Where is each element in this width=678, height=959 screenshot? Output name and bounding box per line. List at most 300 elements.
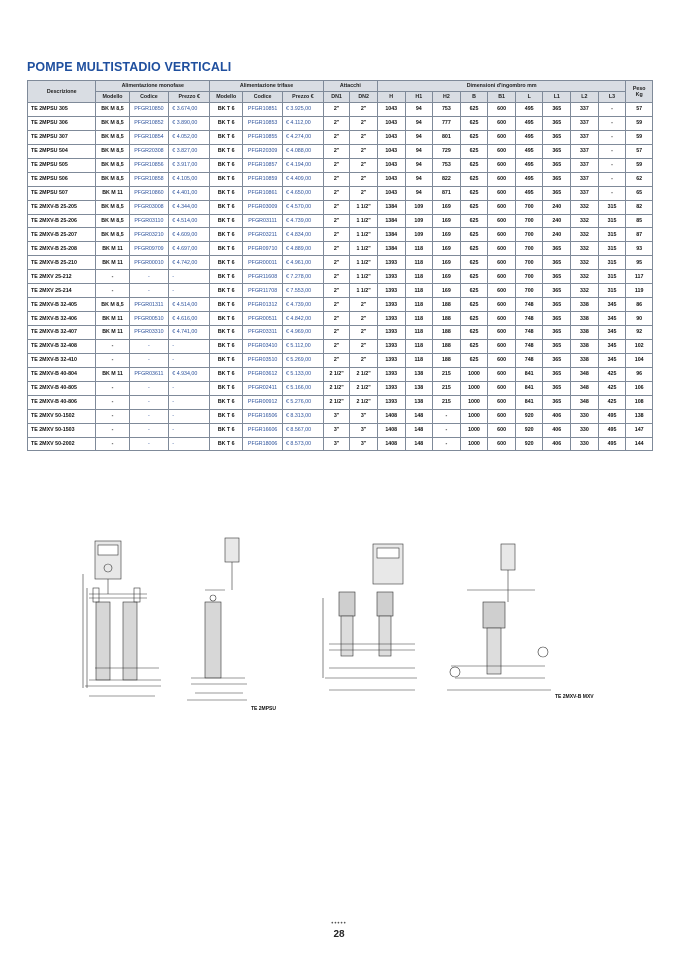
table-cell: PFGR10860 <box>129 186 169 200</box>
table-cell: 2" <box>350 172 378 186</box>
table-cell: 2" <box>350 326 378 340</box>
table-cell: 871 <box>433 186 461 200</box>
table-cell: 822 <box>433 172 461 186</box>
table-cell: 600 <box>488 395 516 409</box>
table-cell: 625 <box>460 326 488 340</box>
table-cell: 330 <box>571 437 599 451</box>
table-cell: - <box>129 339 169 353</box>
table-cell: 600 <box>488 144 516 158</box>
table-cell: PFGR11608 <box>243 270 283 284</box>
table-cell: 841 <box>515 395 543 409</box>
drawing-2mpsu-side <box>187 538 247 700</box>
table-cell: PFGR03211 <box>243 228 283 242</box>
table-cell: 169 <box>433 200 461 214</box>
table-cell: PFGR16606 <box>243 423 283 437</box>
table-cell: BK M 8,5 <box>96 298 129 312</box>
table-cell: PFGR10857 <box>243 158 283 172</box>
table-cell: TE 2MXV-B 25-207 <box>28 228 96 242</box>
header-attacchi: Attacchi <box>323 81 377 92</box>
table-cell: 2" <box>323 186 349 200</box>
table-row <box>28 186 653 200</box>
table-cell: € 4.834,00 <box>283 228 324 242</box>
table-cell: 495 <box>515 103 543 117</box>
header-prezzo-tri: Prezzo € <box>283 92 324 103</box>
table-cell: 2" <box>323 242 349 256</box>
table-cell: - <box>129 284 169 298</box>
table-cell: 215 <box>433 395 461 409</box>
header-codice-tri: Codice <box>243 92 283 103</box>
table-cell: € 4.742,00 <box>169 256 210 270</box>
page-dots: ••••• <box>331 921 347 927</box>
table-cell: BK T 6 <box>210 298 243 312</box>
table-cell: 1043 <box>377 130 405 144</box>
table-cell: 59 <box>626 158 653 172</box>
header-l3: L3 <box>598 92 626 103</box>
table-cell: 625 <box>460 172 488 186</box>
table-cell: BK T 6 <box>210 186 243 200</box>
table-cell: 2" <box>323 228 349 242</box>
table-cell: TE 2MXV-B 25-210 <box>28 256 96 270</box>
table-cell: 1043 <box>377 103 405 117</box>
table-cell: 406 <box>543 409 571 423</box>
table-cell: 94 <box>405 130 433 144</box>
table-cell: 188 <box>433 353 461 367</box>
table-cell: TE 2MXV-B 40-806 <box>28 395 96 409</box>
table-cell: 337 <box>571 103 599 117</box>
table-cell: 841 <box>515 381 543 395</box>
table-cell: 920 <box>515 423 543 437</box>
table-cell: 365 <box>543 242 571 256</box>
table-row <box>28 103 653 117</box>
table-cell: BK T 6 <box>210 381 243 395</box>
table-cell: PFGR03612 <box>243 367 283 381</box>
table-cell: € 4.739,00 <box>283 214 324 228</box>
table-cell: 315 <box>598 270 626 284</box>
table-cell: 57 <box>626 144 653 158</box>
table-cell: 365 <box>543 270 571 284</box>
table-cell: 59 <box>626 130 653 144</box>
table-cell: PFGR00912 <box>243 395 283 409</box>
header-modello-mono: Modello <box>96 92 129 103</box>
table-cell: BK T 6 <box>210 256 243 270</box>
table-cell: 425 <box>598 395 626 409</box>
table-cell: 118 <box>405 326 433 340</box>
table-cell: 365 <box>543 353 571 367</box>
table-cell: € 3.674,00 <box>169 103 210 117</box>
table-cell: 1393 <box>377 367 405 381</box>
table-cell: 94 <box>405 158 433 172</box>
table-cell: 600 <box>488 116 516 130</box>
table-cell: 2" <box>323 214 349 228</box>
table-cell: PFGR03111 <box>243 214 283 228</box>
table-cell: PFGR09710 <box>243 242 283 256</box>
table-cell: 148 <box>405 423 433 437</box>
table-cell: 1000 <box>460 367 488 381</box>
table-cell: 700 <box>515 214 543 228</box>
table-cell: 337 <box>571 144 599 158</box>
table-cell: 169 <box>433 256 461 270</box>
table-row <box>28 158 653 172</box>
table-cell: 365 <box>543 326 571 340</box>
table-cell: € 3.890,00 <box>169 116 210 130</box>
table-cell: € 3.827,00 <box>169 144 210 158</box>
header-peso <box>626 81 653 103</box>
table-cell: 2" <box>323 284 349 298</box>
table-cell: 600 <box>488 172 516 186</box>
table-cell: 365 <box>543 116 571 130</box>
price-table <box>27 80 653 451</box>
table-cell: € 4.194,00 <box>283 158 324 172</box>
table-cell: 600 <box>488 284 516 298</box>
table-cell: 1000 <box>460 423 488 437</box>
header-b1: B1 <box>488 92 516 103</box>
table-cell: 332 <box>571 214 599 228</box>
table-cell: 118 <box>405 353 433 367</box>
table-cell: TE 2MXV 50-1502 <box>28 409 96 423</box>
table-cell: 365 <box>543 312 571 326</box>
table-cell: BK T 6 <box>210 395 243 409</box>
table-cell: 3" <box>350 437 378 451</box>
table-cell: 118 <box>405 298 433 312</box>
table-row <box>28 214 653 228</box>
table-cell: 215 <box>433 367 461 381</box>
table-cell: 94 <box>405 172 433 186</box>
table-cell: 600 <box>488 103 516 117</box>
table-cell: 118 <box>405 242 433 256</box>
table-cell: BK M 11 <box>96 367 129 381</box>
table-cell: - <box>96 270 129 284</box>
header-modello-tri: Modello <box>210 92 243 103</box>
table-cell: 117 <box>626 270 653 284</box>
table-cell: TE 2MPSU 305 <box>28 103 96 117</box>
table-cell: 365 <box>543 339 571 353</box>
table-cell: 2 1/2" <box>323 367 349 381</box>
table-cell: 1 1/2" <box>350 256 378 270</box>
table-cell: 109 <box>405 214 433 228</box>
table-row <box>28 423 653 437</box>
table-cell: 315 <box>598 214 626 228</box>
table-cell: 406 <box>543 423 571 437</box>
table-cell: 87 <box>626 228 653 242</box>
table-cell: BK M 11 <box>96 312 129 326</box>
table-cell: 2 1/2" <box>323 395 349 409</box>
table-cell: 600 <box>488 186 516 200</box>
table-cell: PFGR16506 <box>243 409 283 423</box>
table-row <box>28 395 653 409</box>
table-cell: 1000 <box>460 395 488 409</box>
table-cell: € 5.133,00 <box>283 367 324 381</box>
table-cell: PFGR01312 <box>243 298 283 312</box>
table-cell: 600 <box>488 158 516 172</box>
table-cell: - <box>433 423 461 437</box>
table-row <box>28 270 653 284</box>
price-table-container <box>27 80 653 451</box>
table-cell: € 4.570,00 <box>283 200 324 214</box>
table-cell: 600 <box>488 228 516 242</box>
table-cell: 748 <box>515 353 543 367</box>
table-cell: 337 <box>571 158 599 172</box>
table-cell: 2" <box>323 172 349 186</box>
table-cell: BK M 8,5 <box>96 214 129 228</box>
table-cell: PFGR03210 <box>129 228 169 242</box>
table-cell: PFGR03110 <box>129 214 169 228</box>
table-cell: TE 2MPSU 307 <box>28 130 96 144</box>
table-cell: 920 <box>515 437 543 451</box>
table-cell: 169 <box>433 284 461 298</box>
table-cell: € 4.112,00 <box>283 116 324 130</box>
table-cell: 365 <box>543 395 571 409</box>
table-cell: 138 <box>405 395 433 409</box>
table-cell: TE 2MPSU 505 <box>28 158 96 172</box>
table-cell: 600 <box>488 367 516 381</box>
drawings-svg <box>75 528 625 718</box>
table-cell: 625 <box>460 284 488 298</box>
table-cell: 625 <box>460 228 488 242</box>
table-cell: - <box>169 437 210 451</box>
table-cell: 109 <box>405 200 433 214</box>
table-cell: PFGR03009 <box>243 200 283 214</box>
table-cell: 85 <box>626 214 653 228</box>
table-cell: PFGR11708 <box>243 284 283 298</box>
table-cell: - <box>129 437 169 451</box>
table-cell: BK T 6 <box>210 214 243 228</box>
table-cell: 338 <box>571 312 599 326</box>
table-cell: 109 <box>405 228 433 242</box>
table-cell: 119 <box>626 284 653 298</box>
table-cell: 1393 <box>377 339 405 353</box>
table-cell: € 4.739,00 <box>283 298 324 312</box>
table-cell: BK T 6 <box>210 200 243 214</box>
table-cell: 625 <box>460 186 488 200</box>
table-row <box>28 353 653 367</box>
header-descrizione: Descrizione <box>28 81 96 103</box>
table-cell: 338 <box>571 298 599 312</box>
table-cell: 1384 <box>377 214 405 228</box>
header-l2: L2 <box>571 92 599 103</box>
table-row <box>28 130 653 144</box>
table-cell: 138 <box>405 381 433 395</box>
header-l1: L1 <box>543 92 571 103</box>
table-cell: PFGR10859 <box>243 172 283 186</box>
table-cell: - <box>169 353 210 367</box>
table-cell: 59 <box>626 116 653 130</box>
table-cell: 106 <box>626 381 653 395</box>
header-dn2: DN2 <box>350 92 378 103</box>
table-cell: - <box>96 381 129 395</box>
table-cell: 1393 <box>377 381 405 395</box>
table-cell: 753 <box>433 103 461 117</box>
table-row <box>28 339 653 353</box>
table-cell: 86 <box>626 298 653 312</box>
table-cell: 625 <box>460 158 488 172</box>
table-cell: - <box>169 423 210 437</box>
table-row <box>28 298 653 312</box>
table-cell: € 4.088,00 <box>283 144 324 158</box>
table-cell: - <box>169 270 210 284</box>
table-cell: 748 <box>515 326 543 340</box>
table-cell: BK T 6 <box>210 270 243 284</box>
table-cell: BK T 6 <box>210 228 243 242</box>
table-cell: 1 1/2" <box>350 228 378 242</box>
table-cell: 625 <box>460 270 488 284</box>
table-cell: 2" <box>323 298 349 312</box>
table-cell: PFGR09709 <box>129 242 169 256</box>
table-cell: 337 <box>571 130 599 144</box>
table-cell: 348 <box>571 381 599 395</box>
table-cell: - <box>96 423 129 437</box>
table-cell: TE 2MPSU 306 <box>28 116 96 130</box>
header-monofase: Alimentazione monofase <box>96 81 210 92</box>
table-cell: 748 <box>515 339 543 353</box>
table-cell: 2" <box>323 116 349 130</box>
table-cell: 345 <box>598 353 626 367</box>
table-cell: 2 1/2" <box>323 381 349 395</box>
table-cell: 144 <box>626 437 653 451</box>
table-cell: 2 1/2" <box>350 395 378 409</box>
table-cell: 777 <box>433 116 461 130</box>
table-cell: 332 <box>571 256 599 270</box>
table-cell: BK T 6 <box>210 312 243 326</box>
table-cell: € 7.553,00 <box>283 284 324 298</box>
table-cell: 148 <box>405 437 433 451</box>
table-cell: BK M 11 <box>96 326 129 340</box>
table-cell: 600 <box>488 326 516 340</box>
table-cell: PFGR18006 <box>243 437 283 451</box>
table-cell: - <box>433 409 461 423</box>
header-b: B <box>460 92 488 103</box>
table-cell: TE 2MXV 50-1503 <box>28 423 96 437</box>
table-cell: BK T 6 <box>210 423 243 437</box>
table-cell: TE 2MXV-B 32-408 <box>28 339 96 353</box>
table-cell: 700 <box>515 200 543 214</box>
table-cell: 365 <box>543 144 571 158</box>
table-row <box>28 116 653 130</box>
table-cell: 1000 <box>460 437 488 451</box>
table-cell: € 4.052,00 <box>169 130 210 144</box>
table-cell: 495 <box>598 423 626 437</box>
table-row <box>28 409 653 423</box>
table-cell: 315 <box>598 256 626 270</box>
table-cell: - <box>169 339 210 353</box>
table-cell: 600 <box>488 242 516 256</box>
table-cell: BK M 8,5 <box>96 228 129 242</box>
table-cell: 365 <box>543 130 571 144</box>
table-cell: 118 <box>405 284 433 298</box>
table-cell: 169 <box>433 242 461 256</box>
table-cell: 2" <box>323 312 349 326</box>
table-cell: 625 <box>460 339 488 353</box>
table-cell: BK T 6 <box>210 130 243 144</box>
table-cell: TE 2MXV-B 25-208 <box>28 242 96 256</box>
table-cell: 600 <box>488 381 516 395</box>
table-cell: BK M 8,5 <box>96 172 129 186</box>
table-cell: 2 1/2" <box>350 367 378 381</box>
table-cell: 138 <box>405 367 433 381</box>
table-cell: 93 <box>626 242 653 256</box>
table-cell: 338 <box>571 353 599 367</box>
table-cell: 495 <box>598 409 626 423</box>
table-cell: 625 <box>460 116 488 130</box>
table-cell: 1393 <box>377 312 405 326</box>
table-cell: 2" <box>350 298 378 312</box>
table-cell: 700 <box>515 270 543 284</box>
table-cell: 495 <box>515 116 543 130</box>
table-cell: BK T 6 <box>210 339 243 353</box>
table-cell: 700 <box>515 228 543 242</box>
table-cell: BK T 6 <box>210 158 243 172</box>
table-cell: TE 2MXV-B 32-410 <box>28 353 96 367</box>
table-cell: 1 1/2" <box>350 214 378 228</box>
table-row <box>28 367 653 381</box>
table-row <box>28 144 653 158</box>
table-row <box>28 228 653 242</box>
table-cell: BK T 6 <box>210 326 243 340</box>
table-cell: € 5.166,00 <box>283 381 324 395</box>
table-cell: PFGR10853 <box>243 116 283 130</box>
table-cell: 332 <box>571 228 599 242</box>
table-cell: TE 2MXV 25-212 <box>28 270 96 284</box>
table-cell: - <box>129 409 169 423</box>
table-cell: TE 2MXV-B 32-407 <box>28 326 96 340</box>
table-cell: - <box>129 395 169 409</box>
table-cell: BK T 6 <box>210 103 243 117</box>
table-cell: 148 <box>405 409 433 423</box>
table-cell: 345 <box>598 326 626 340</box>
table-cell: 337 <box>571 116 599 130</box>
drawing-2mxv-front <box>323 544 417 690</box>
table-cell: 215 <box>433 381 461 395</box>
table-cell: € 4.961,00 <box>283 256 324 270</box>
caption-2mxv: TE 2MXV-B MXV <box>555 694 594 700</box>
header-dimensioni: Dimensioni d'ingombro mm <box>377 81 625 92</box>
table-cell: 337 <box>571 172 599 186</box>
table-cell: BK M 8,5 <box>96 200 129 214</box>
table-cell: BK M 8,5 <box>96 158 129 172</box>
table-cell: 1 1/2" <box>350 242 378 256</box>
table-cell: 2" <box>323 144 349 158</box>
table-cell: 348 <box>571 395 599 409</box>
table-cell: 600 <box>488 214 516 228</box>
table-cell: 600 <box>488 353 516 367</box>
table-cell: 3" <box>323 423 349 437</box>
table-cell: € 8.573,00 <box>283 437 324 451</box>
table-cell: - <box>96 395 129 409</box>
table-cell: PFGR00010 <box>129 256 169 270</box>
table-cell: € 4.889,00 <box>283 242 324 256</box>
table-cell: 330 <box>571 409 599 423</box>
table-cell: 2" <box>323 326 349 340</box>
header-h: H <box>377 92 405 103</box>
table-cell: 841 <box>515 367 543 381</box>
table-cell: 495 <box>598 437 626 451</box>
table-cell: 315 <box>598 200 626 214</box>
table-cell: € 8.313,00 <box>283 409 324 423</box>
table-cell: 365 <box>543 284 571 298</box>
table-cell: PFGR00011 <box>243 256 283 270</box>
table-cell: 1043 <box>377 116 405 130</box>
table-cell: PFGR10858 <box>129 172 169 186</box>
header-h1: H1 <box>405 92 433 103</box>
table-cell: 365 <box>543 186 571 200</box>
table-row <box>28 312 653 326</box>
table-cell: € 3.925,00 <box>283 103 324 117</box>
table-cell: BK T 6 <box>210 284 243 298</box>
table-cell: PFGR03410 <box>243 339 283 353</box>
table-cell: PFGR10854 <box>129 130 169 144</box>
table-cell: PFGR10851 <box>243 103 283 117</box>
table-cell: 96 <box>626 367 653 381</box>
table-cell: 729 <box>433 144 461 158</box>
